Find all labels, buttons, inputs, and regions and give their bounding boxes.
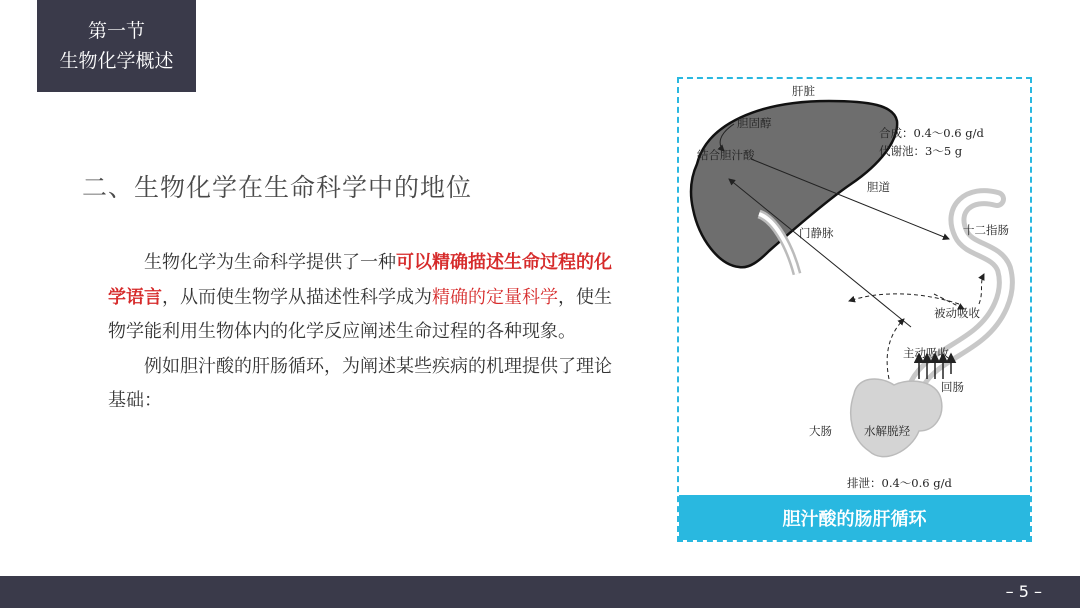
label-bile-duct: 胆道 (867, 180, 890, 194)
p1-text-a: 生物化学为生命科学提供了一种 (144, 252, 396, 273)
label-ileum: 回肠 (941, 380, 964, 394)
label-portal-vein: 门静脉 (799, 226, 834, 240)
footer-bar (0, 576, 1080, 608)
bile-acid-diagram (677, 77, 1032, 542)
p1-highlight-2: 精确的定量科学 (432, 286, 558, 308)
label-excretion: 排泄：0.4～0.6 g/d (847, 476, 952, 490)
label-synthesis: 合成：0.4～0.6 g/d (879, 126, 984, 140)
slide-heading: 二、生物化学在生命科学中的地位 (82, 173, 473, 202)
label-duodenum: 十二指肠 (963, 223, 1009, 237)
label-active-absorption: 主动吸收 (903, 346, 949, 360)
section-title: 生物化学概述 (59, 50, 174, 72)
label-pool: 代谢池：3～5 g (879, 144, 963, 158)
label-liver: 肝脏 (792, 84, 815, 98)
paragraph-1 (108, 246, 628, 350)
p1-highlight-1: 可以精确描述生命过程的化学语言 (108, 252, 612, 308)
section-tab (37, 0, 196, 92)
colon-shape (851, 379, 942, 457)
p1-text-b: ，从而使生物学从描述性科学成为 (162, 286, 432, 308)
section-number: 第一节 (87, 20, 145, 42)
p1-text-c: ，使生物学能利用生物体内的化学反应阐述生命过程的各种现象。 (108, 286, 612, 342)
label-conjugated-bile-acid: 结合胆汁酸 (697, 148, 755, 162)
body-text (108, 246, 628, 419)
label-passive-absorption: 被动吸收 (934, 306, 980, 320)
page-number: – 5 – (1005, 582, 1042, 601)
label-cholesterol: 胆固醇 (737, 116, 772, 130)
diagram-drawing (679, 79, 1030, 495)
label-colon: 大肠 (809, 424, 832, 438)
figure-caption: 胆汁酸的肠肝循环 (679, 495, 1030, 540)
paragraph-2: 例如胆汁酸的肝肠循环，为阐述某些疾病的机理提供了理论基础： (108, 355, 612, 411)
label-hydrolysis: 水解脱羟 (864, 424, 910, 438)
